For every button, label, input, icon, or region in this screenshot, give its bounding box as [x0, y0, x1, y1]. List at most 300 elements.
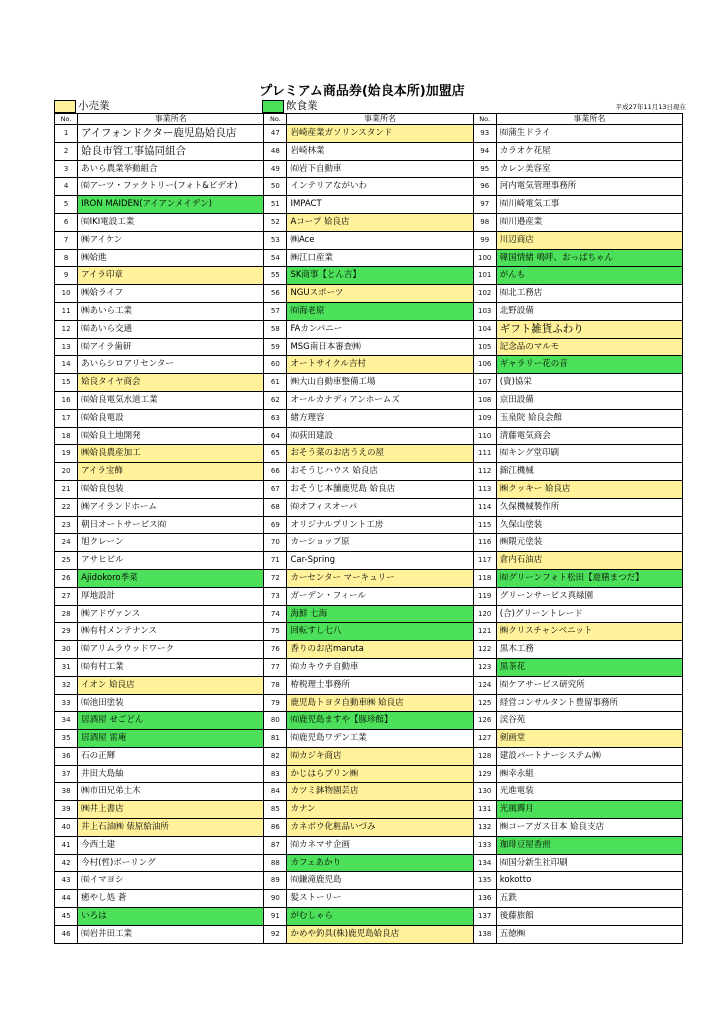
row-number: 110: [473, 427, 496, 445]
row-number: 77: [264, 658, 287, 676]
business-name: 黒茶花: [496, 658, 682, 676]
business-name: 黒木工務: [496, 641, 682, 659]
business-name: 岩崎林業: [287, 142, 473, 160]
legend-retail-swatch: [54, 100, 76, 113]
row-number: 116: [473, 534, 496, 552]
business-name: グリーンサービス真緑園: [496, 587, 682, 605]
row-number: 33: [55, 694, 78, 712]
business-name: 倉内石油店: [496, 552, 682, 570]
business-name: ㈲イマヨシ: [78, 872, 264, 890]
row-number: 118: [473, 569, 496, 587]
table-row: [55, 178, 683, 196]
business-name: おそうじハウス 姶良店: [287, 463, 473, 481]
business-name: カナン: [287, 801, 473, 819]
business-name: 錦江機械: [496, 463, 682, 481]
business-name: カーセンター マーキュリー: [287, 569, 473, 587]
table-row: [55, 694, 683, 712]
row-number: 52: [264, 213, 287, 231]
business-name: ㈲オフィスオーパ: [287, 498, 473, 516]
business-name: 今村(哲)ボーリング: [78, 854, 264, 872]
business-name: ガーデン・フィール: [287, 587, 473, 605]
table-row: [55, 196, 683, 214]
business-name: がんも: [496, 267, 682, 285]
table-row: [55, 641, 683, 659]
row-number: 55: [264, 267, 287, 285]
row-number: 9: [55, 267, 78, 285]
table-row: [55, 747, 683, 765]
business-name: ㈲アーツ・ファクトリー(フォト&ビデオ): [78, 178, 264, 196]
table-row: [55, 658, 683, 676]
business-name: アイラ宝飾: [78, 463, 264, 481]
business-name: ㈲アイラ歯研: [78, 338, 264, 356]
row-number: 130: [473, 783, 496, 801]
business-name: ギャラリー花の音: [496, 356, 682, 374]
row-number: 112: [473, 463, 496, 481]
business-name: (合)グリーントレード: [496, 605, 682, 623]
business-name: 井田大島紬: [78, 765, 264, 783]
row-number: 84: [264, 783, 287, 801]
table-row: [55, 890, 683, 908]
row-number: 103: [473, 302, 496, 320]
table-row: [55, 908, 683, 926]
business-name: ㈲岩井田工業: [78, 925, 264, 943]
business-name: ㈱Ace: [287, 231, 473, 249]
row-number: 26: [55, 569, 78, 587]
business-name: ㈱アドヴァンス: [78, 605, 264, 623]
business-name: カフェあかり: [287, 854, 473, 872]
table-body: [55, 125, 683, 944]
row-number: 37: [55, 765, 78, 783]
row-number: 133: [473, 836, 496, 854]
table-row: [55, 569, 683, 587]
row-number: 113: [473, 480, 496, 498]
business-name: (資)協栄: [496, 374, 682, 392]
table-row: [55, 765, 683, 783]
table-row: [55, 836, 683, 854]
business-name: 京田設備: [496, 391, 682, 409]
business-name: 光進電装: [496, 783, 682, 801]
table-row: [55, 267, 683, 285]
row-number: 12: [55, 320, 78, 338]
header-no: No.: [55, 114, 78, 125]
business-name: 回転すし七八: [287, 623, 473, 641]
table-row: [55, 480, 683, 498]
table-row: [55, 213, 683, 231]
row-number: 119: [473, 587, 496, 605]
business-name: ㈲キング堂印刷: [496, 445, 682, 463]
row-number: 99: [473, 231, 496, 249]
row-number: 100: [473, 249, 496, 267]
table-row: [55, 552, 683, 570]
table-row: [55, 285, 683, 303]
header-name: 事業所名: [78, 114, 264, 125]
business-name: ㈲グリーンフォト松田【遊膳まつだ】: [496, 569, 682, 587]
business-name: ㈱大山自動車整備工場: [287, 374, 473, 392]
business-name: 居酒屋 雷庵: [78, 730, 264, 748]
row-number: 104: [473, 320, 496, 338]
business-name: ㈲ケアサービス研究所: [496, 676, 682, 694]
business-name: 姶良タイヤ商会: [78, 374, 264, 392]
row-number: 71: [264, 552, 287, 570]
business-name: ㈲カキウチ自動車: [287, 658, 473, 676]
business-name: あいら農業挙動組合: [78, 160, 264, 178]
row-number: 20: [55, 463, 78, 481]
business-name: かめや釣具(株)鹿児島姶良店: [287, 925, 473, 943]
business-name: ㈲鹿児島ワデン工業: [287, 730, 473, 748]
business-name: ㈱幸永組: [496, 765, 682, 783]
table-row: [55, 498, 683, 516]
business-name: 韓国情緒 鳴呼、おっぱちゃん: [496, 249, 682, 267]
business-name: ㈲姶良電設: [78, 409, 264, 427]
row-number: 128: [473, 747, 496, 765]
business-name: 川辺商店: [496, 231, 682, 249]
row-number: 34: [55, 712, 78, 730]
business-name: ㈲岩下自動車: [287, 160, 473, 178]
business-name: ㈱井上書店: [78, 801, 264, 819]
row-number: 96: [473, 178, 496, 196]
business-name: ㈱あいら工業: [78, 302, 264, 320]
row-number: 51: [264, 196, 287, 214]
business-name: 石の正輝: [78, 747, 264, 765]
business-name: 北野設備: [496, 302, 682, 320]
business-name: ㈲アリムラウッドワーク: [78, 641, 264, 659]
row-number: 76: [264, 641, 287, 659]
row-number: 94: [473, 142, 496, 160]
row-number: 122: [473, 641, 496, 659]
row-number: 69: [264, 516, 287, 534]
row-number: 49: [264, 160, 287, 178]
row-number: 97: [473, 196, 496, 214]
row-number: 30: [55, 641, 78, 659]
table-row: [55, 338, 683, 356]
business-name: インテリアながいわ: [287, 178, 473, 196]
row-number: 5: [55, 196, 78, 214]
business-name: ㈲IKI電設工業: [78, 213, 264, 231]
business-name: ㈲鎌滝鹿児島: [287, 872, 473, 890]
row-number: 6: [55, 213, 78, 231]
row-number: 108: [473, 391, 496, 409]
business-name: ㈲姶良電気水道工業: [78, 391, 264, 409]
row-number: 80: [264, 712, 287, 730]
table-row: [55, 783, 683, 801]
table-row: [55, 463, 683, 481]
business-name: カーショップ原: [287, 534, 473, 552]
business-name: オールカナディアンホームズ: [287, 391, 473, 409]
business-name: イオン 姶良店: [78, 676, 264, 694]
row-number: 53: [264, 231, 287, 249]
row-number: 79: [264, 694, 287, 712]
business-name: おそうじ本舗鹿児島 姶良店: [287, 480, 473, 498]
table-row: [55, 320, 683, 338]
business-name: ギフト雑貨ふわり: [496, 320, 682, 338]
row-number: 60: [264, 356, 287, 374]
row-number: 66: [264, 463, 287, 481]
business-name: 癒やし処 蒼: [78, 890, 264, 908]
row-number: 129: [473, 765, 496, 783]
row-number: 22: [55, 498, 78, 516]
business-name: 井上石油㈱ 俵原給油所: [78, 819, 264, 837]
row-number: 74: [264, 605, 287, 623]
table-row: [55, 427, 683, 445]
business-name: 緒方理容: [287, 409, 473, 427]
business-name: 居酒屋 せごどん: [78, 712, 264, 730]
business-name: ㈲あいら交通: [78, 320, 264, 338]
row-number: 58: [264, 320, 287, 338]
business-name: ㈱姶進: [78, 249, 264, 267]
row-number: 132: [473, 819, 496, 837]
table-row: [55, 801, 683, 819]
row-number: 54: [264, 249, 287, 267]
table-row: [55, 872, 683, 890]
row-number: 18: [55, 427, 78, 445]
row-number: 136: [473, 890, 496, 908]
business-name: 香りのお店maruta: [287, 641, 473, 659]
row-number: 124: [473, 676, 496, 694]
row-number: 127: [473, 730, 496, 748]
row-number: 59: [264, 338, 287, 356]
header-name: 事業所名: [496, 114, 682, 125]
business-name: SK商事【とん吉】: [287, 267, 473, 285]
row-number: 86: [264, 819, 287, 837]
row-number: 50: [264, 178, 287, 196]
row-number: 117: [473, 552, 496, 570]
row-number: 101: [473, 267, 496, 285]
row-number: 83: [264, 765, 287, 783]
business-name: ㈲姶良包装: [78, 480, 264, 498]
row-number: 45: [55, 908, 78, 926]
business-name: がむしゃら: [287, 908, 473, 926]
business-name: kokotto: [496, 872, 682, 890]
row-number: 91: [264, 908, 287, 926]
row-number: 17: [55, 409, 78, 427]
business-name: 記念品のマルモ: [496, 338, 682, 356]
business-name: ㈲姶良土地開発: [78, 427, 264, 445]
row-number: 29: [55, 623, 78, 641]
row-number: 21: [55, 480, 78, 498]
table-row: [55, 409, 683, 427]
table-row: [55, 142, 683, 160]
table-row: [55, 819, 683, 837]
table-row: [55, 160, 683, 178]
row-number: 64: [264, 427, 287, 445]
row-number: 40: [55, 819, 78, 837]
business-name: Aコープ 姶良店: [287, 213, 473, 231]
business-name: 旭クレーン: [78, 534, 264, 552]
row-number: 11: [55, 302, 78, 320]
row-number: 25: [55, 552, 78, 570]
header-no: No.: [473, 114, 496, 125]
table-row: [55, 391, 683, 409]
business-name: Car-Spring: [287, 552, 473, 570]
business-name: ㈱アイランドホーム: [78, 498, 264, 516]
business-name: 髪ストーリー: [287, 890, 473, 908]
business-name: 五徳㈱: [496, 925, 682, 943]
business-name: 光風霽月: [496, 801, 682, 819]
business-name: 後藤旅館: [496, 908, 682, 926]
business-name: ㈱隈元塗装: [496, 534, 682, 552]
business-name: 久保機械製作所: [496, 498, 682, 516]
table-row: [55, 587, 683, 605]
row-number: 27: [55, 587, 78, 605]
business-name: カツミ鉢物園芸店: [287, 783, 473, 801]
row-number: 10: [55, 285, 78, 303]
row-number: 48: [264, 142, 287, 160]
business-name: ㈲鹿児島ますや【豚珍館】: [287, 712, 473, 730]
business-name: 清藤電気商会: [496, 427, 682, 445]
row-number: 105: [473, 338, 496, 356]
row-number: 98: [473, 213, 496, 231]
business-name: 建設パートナーシステム㈱: [496, 747, 682, 765]
row-number: 109: [473, 409, 496, 427]
business-name: ㈲川崎電気工事: [496, 196, 682, 214]
table-row: [55, 356, 683, 374]
table-row: [55, 374, 683, 392]
row-number: 4: [55, 178, 78, 196]
business-name: ㈱姶ライフ: [78, 285, 264, 303]
business-name: おそう菜のお店うえの屋: [287, 445, 473, 463]
table-row: [55, 302, 683, 320]
business-name: オリジナルプリント工房: [287, 516, 473, 534]
row-number: 43: [55, 872, 78, 890]
business-name: あいらシロアリセンター: [78, 356, 264, 374]
table-row: [55, 445, 683, 463]
business-name: 経営コンサルタント豊留事務所: [496, 694, 682, 712]
row-number: 111: [473, 445, 496, 463]
business-name: MSG南日本審査㈱: [287, 338, 473, 356]
row-number: 57: [264, 302, 287, 320]
business-name: ㈱江口産業: [287, 249, 473, 267]
table-row: [55, 125, 683, 143]
row-number: 2: [55, 142, 78, 160]
table-row: [55, 516, 683, 534]
row-number: 67: [264, 480, 287, 498]
row-number: 123: [473, 658, 496, 676]
row-number: 44: [55, 890, 78, 908]
row-number: 7: [55, 231, 78, 249]
row-number: 107: [473, 374, 496, 392]
row-number: 63: [264, 409, 287, 427]
legend-food-label: 飲食業: [286, 99, 318, 112]
header-row: [55, 114, 683, 125]
legend-retail-label: 小売業: [78, 99, 110, 112]
business-name: 朝日オートサービス㈲: [78, 516, 264, 534]
row-number: 62: [264, 391, 287, 409]
row-number: 95: [473, 160, 496, 178]
business-name: ㈲海老原: [287, 302, 473, 320]
business-name: 姶良市管工事協同組合: [78, 142, 264, 160]
business-name: アイフォンドクター鹿児島姶良店: [78, 125, 264, 143]
business-name: 剣画堂: [496, 730, 682, 748]
header-no: No.: [264, 114, 287, 125]
row-number: 38: [55, 783, 78, 801]
business-name: ㈱姶良農産加工: [78, 445, 264, 463]
business-name: カラオケ花屋: [496, 142, 682, 160]
row-number: 72: [264, 569, 287, 587]
table-row: [55, 854, 683, 872]
row-number: 56: [264, 285, 287, 303]
business-name: ㈲川邉産業: [496, 213, 682, 231]
business-name: IRON MAIDEN(アイアンメイデン): [78, 196, 264, 214]
row-number: 135: [473, 872, 496, 890]
row-number: 114: [473, 498, 496, 516]
table-row: [55, 534, 683, 552]
header-name: 事業所名: [287, 114, 473, 125]
row-number: 126: [473, 712, 496, 730]
legend-retail: [54, 99, 110, 113]
row-number: 31: [55, 658, 78, 676]
legend-food-swatch: [262, 100, 284, 113]
row-number: 92: [264, 925, 287, 943]
business-name: ㈲池田塗装: [78, 694, 264, 712]
row-number: 47: [264, 125, 287, 143]
row-number: 134: [473, 854, 496, 872]
business-name: ㈲カジキ商店: [287, 747, 473, 765]
row-number: 19: [55, 445, 78, 463]
table-row: [55, 712, 683, 730]
row-number: 42: [55, 854, 78, 872]
row-number: 82: [264, 747, 287, 765]
row-number: 120: [473, 605, 496, 623]
row-number: 93: [473, 125, 496, 143]
business-name: いろは: [78, 908, 264, 926]
business-name: アサヒビル: [78, 552, 264, 570]
row-number: 36: [55, 747, 78, 765]
table-row: [55, 623, 683, 641]
row-number: 15: [55, 374, 78, 392]
row-number: 35: [55, 730, 78, 748]
row-number: 16: [55, 391, 78, 409]
row-number: 137: [473, 908, 496, 926]
table-row: [55, 231, 683, 249]
table-row: [55, 676, 683, 694]
page-title: プレミアム商品券(姶良本所)加盟店: [259, 84, 465, 99]
as-of-date: 平成27年11月13日現在: [615, 103, 686, 111]
business-name: FAカンパニー: [287, 320, 473, 338]
business-name: ㈱アイケン: [78, 231, 264, 249]
row-number: 87: [264, 836, 287, 854]
row-number: 39: [55, 801, 78, 819]
row-number: 78: [264, 676, 287, 694]
row-number: 131: [473, 801, 496, 819]
row-number: 32: [55, 676, 78, 694]
business-name: 久保山塗装: [496, 516, 682, 534]
table-row: [55, 925, 683, 943]
table-row: [55, 249, 683, 267]
row-number: 125: [473, 694, 496, 712]
business-name: NGUスポーツ: [287, 285, 473, 303]
row-number: 61: [264, 374, 287, 392]
row-number: 65: [264, 445, 287, 463]
row-number: 88: [264, 854, 287, 872]
business-name: 鹿児島トヨタ自動車㈱ 姶良店: [287, 694, 473, 712]
business-name: ㈱クッキー 姶良店: [496, 480, 682, 498]
row-number: 14: [55, 356, 78, 374]
table-row: [55, 605, 683, 623]
business-name: IMPACT: [287, 196, 473, 214]
row-number: 115: [473, 516, 496, 534]
business-name: ㈱有村メンテナンス: [78, 623, 264, 641]
business-name: 河内電気管理事務所: [496, 178, 682, 196]
business-name: ㈲カネマサ企画: [287, 836, 473, 854]
business-name: ㈱コーアガス日本 姶良支店: [496, 819, 682, 837]
business-name: ㈱クリスチャンベニット: [496, 623, 682, 641]
row-number: 13: [55, 338, 78, 356]
row-number: 8: [55, 249, 78, 267]
business-name: 五鉄: [496, 890, 682, 908]
row-number: 28: [55, 605, 78, 623]
row-number: 75: [264, 623, 287, 641]
row-number: 102: [473, 285, 496, 303]
